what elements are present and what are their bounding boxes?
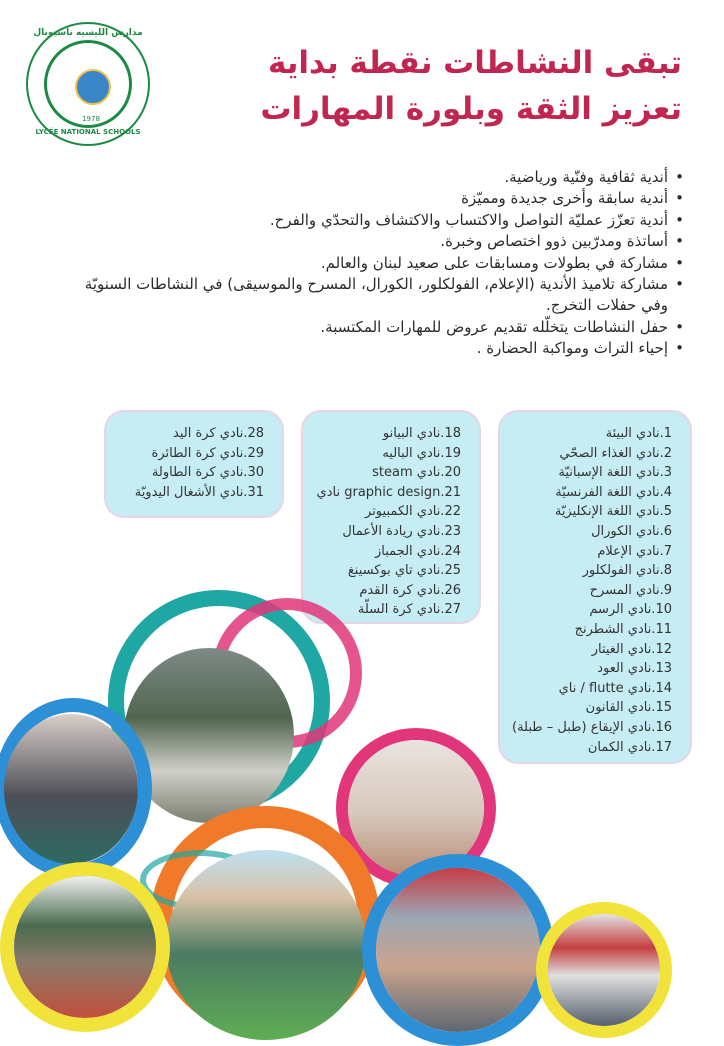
feature-item: • أندية سابقة وأخرى جديدة ومميّزة <box>54 188 684 209</box>
photo-boxing <box>4 714 138 864</box>
club-item: 3.نادي اللغة الإسبانيّة <box>558 465 672 481</box>
feature-item: • أندية ثقافية وفنّية ورياضية. <box>54 167 684 188</box>
photo-robotics <box>376 868 540 1032</box>
club-item: 12.نادي الغيتار <box>591 641 672 657</box>
club-item: 24.نادي الجمباز <box>375 543 461 559</box>
clubs-box-3 <box>106 412 282 516</box>
club-item: 7.نادي الإعلام <box>597 543 672 559</box>
club-item: 20.نادي steam <box>372 465 461 481</box>
club-item: 25.نادي تاي بوكسينغ <box>347 563 461 579</box>
club-item: 9.نادي المسرح <box>589 582 672 598</box>
page-title <box>222 40 682 132</box>
clubs-box-2 <box>303 412 479 622</box>
club-item: 13.نادي العود <box>597 661 672 677</box>
club-item: 14.نادي flutte / ناي <box>558 680 672 696</box>
club-item: 21.graphic design نادي <box>316 484 461 500</box>
club-item: 17.نادي الكمان <box>587 739 672 755</box>
club-item: 1.نادي البيئة <box>605 426 672 441</box>
club-item: 18.نادي البيانو <box>382 426 461 441</box>
club-item: 5.نادي اللغة الإنكليزيّة <box>554 504 672 520</box>
school-logo <box>26 22 150 146</box>
logo-arabic-name: مدارس الليسيه ناسيونال <box>33 28 143 38</box>
club-item: 8.نادي الفولكلور <box>582 563 672 579</box>
globe-icon <box>75 69 111 105</box>
club-item: 29.نادي كرة الطائرة <box>151 445 264 461</box>
club-item: 15.نادي القانون <box>585 700 672 716</box>
photo-collage <box>0 600 724 1024</box>
title-line-1: تبقى النشاطات نقطة بداية <box>267 45 682 81</box>
logo-english-name: LYCÉE NATIONAL SCHOOLS <box>35 128 141 136</box>
club-item: 11.نادي الشطرنج <box>574 621 672 637</box>
logo-emblem <box>44 40 132 128</box>
photo-basketball <box>14 876 156 1018</box>
club-item: 2.نادي الغذاء الصحّي <box>559 445 672 461</box>
feature-item: • أندية تعزّز عمليّة التواصل والاكتساب والاكتشاف والتحدّي والفرح. <box>54 210 684 231</box>
feature-item: • مشاركة تلاميذ الأندية (الإعلام، الفولكلور، الكورال، المسرح والموسيقى) في النشاطات السنويّة وفي حفلات التخرج. <box>54 274 684 317</box>
feature-item: • أساتذة ومدرّبين ذوو اختصاص وخبرة. <box>54 231 684 252</box>
club-item: 27.نادي كرة السلّة <box>357 602 461 618</box>
club-item: 19.نادي الباليه <box>382 445 461 461</box>
club-item: 10.نادي الرسم <box>589 602 672 618</box>
feature-item: • حفل النشاطات يتخلّله تقديم عروض للمهارات المكتسبة. <box>54 317 684 338</box>
club-item: 31.نادي الأشغال اليدويّة <box>134 484 264 500</box>
club-item: 30.نادي كرة الطاولة <box>151 465 264 481</box>
features-list <box>54 167 684 360</box>
club-item: 16.نادي الإيقاع (طبل – طبلة) <box>512 719 672 735</box>
photo-computer-lab <box>548 914 660 1026</box>
photo-football-team <box>166 850 366 1040</box>
club-item: 4.نادي اللغة الفرنسيّة <box>555 484 672 500</box>
club-item: 22.نادي الكمبيوتر <box>365 504 461 520</box>
club-item: 28.نادي كرة اليد <box>173 426 264 441</box>
club-item: 6.نادي الكورال <box>591 523 672 539</box>
club-item: 23.نادي ريادة الأعمال <box>342 523 461 539</box>
logo-year: 1978 <box>82 115 100 123</box>
feature-item: • إحياء التراث ومواكبة الحضارة . <box>54 338 684 359</box>
club-item: 26.نادي كرة القدم <box>359 582 461 598</box>
title-line-2: تعزيز الثقة وبلورة المهارات <box>260 91 682 127</box>
feature-item: • مشاركة في بطولات ومسابقات على صعيد لبنان والعالم. <box>54 253 684 274</box>
